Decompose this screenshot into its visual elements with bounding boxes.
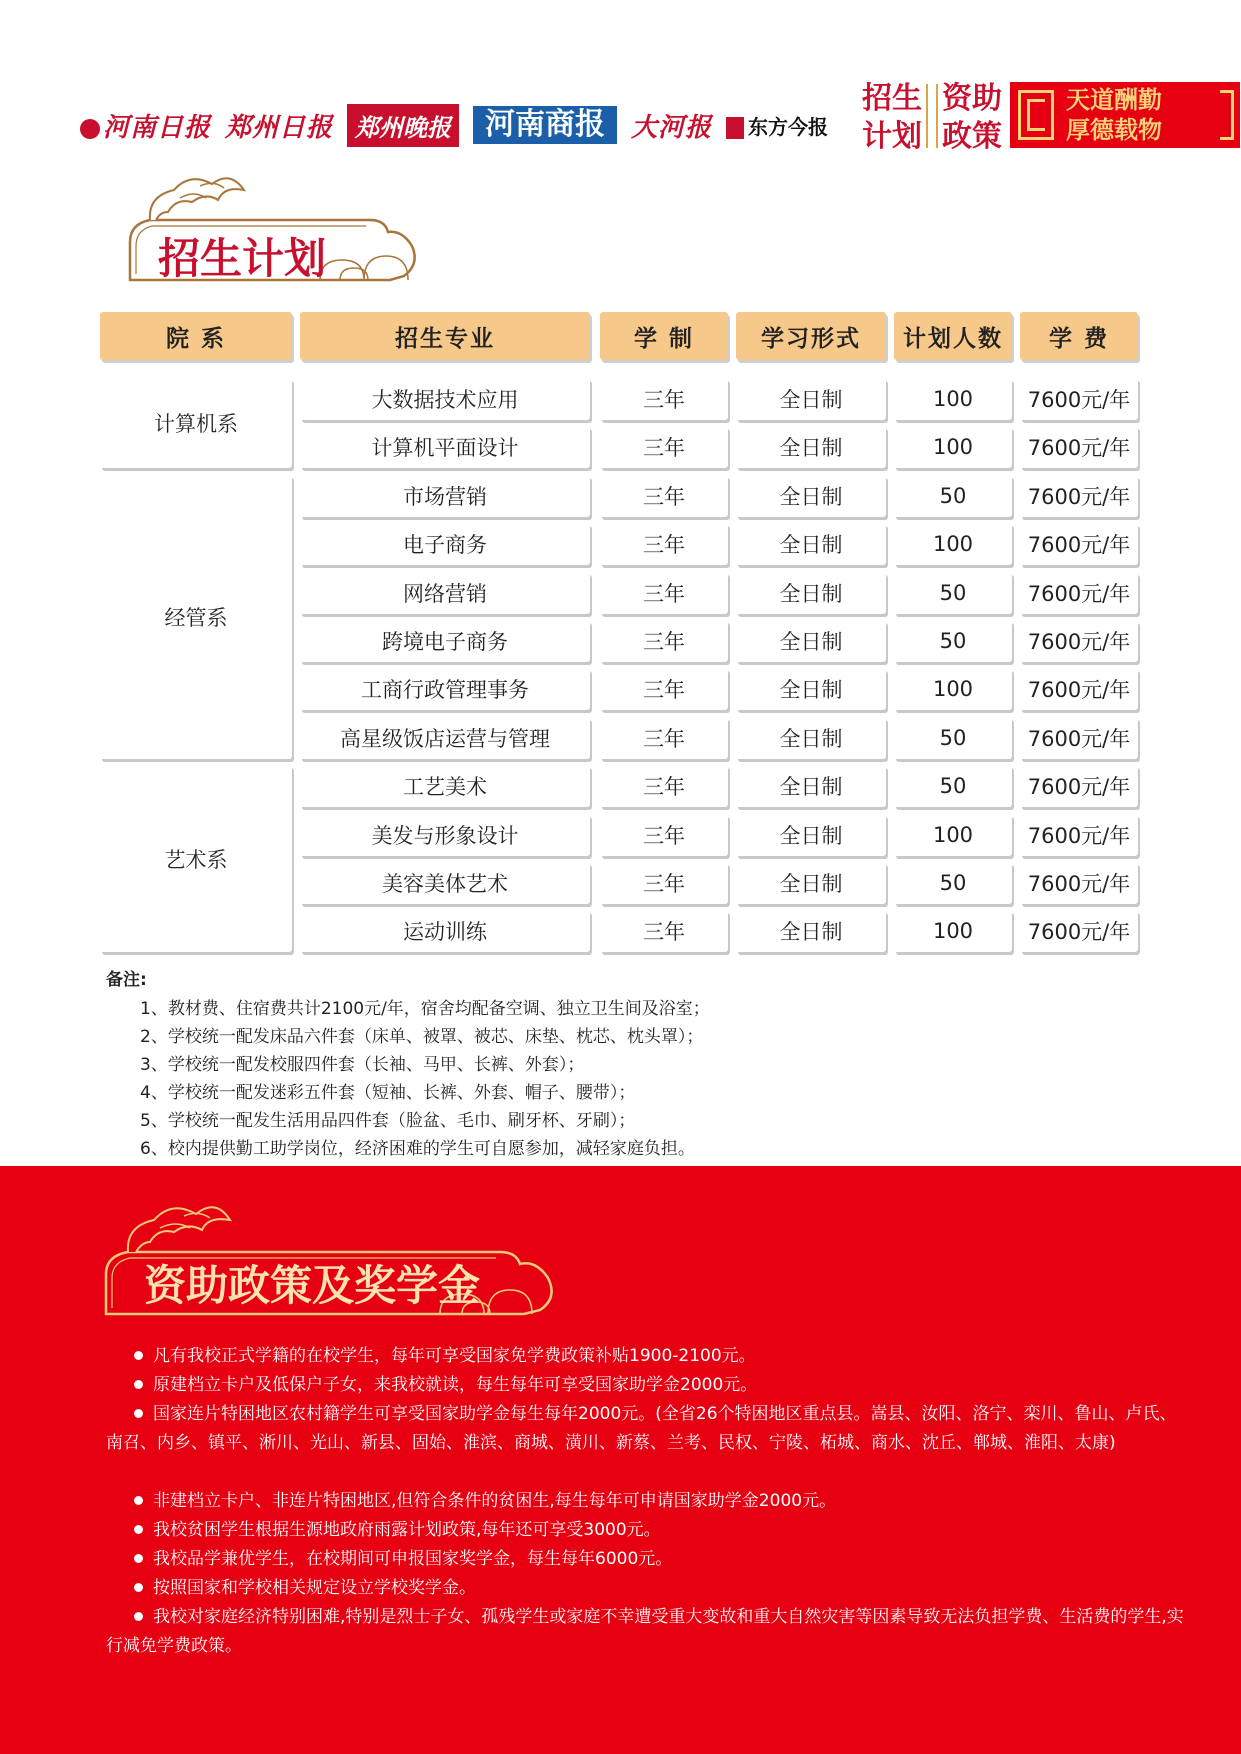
study-mode-cell: 全日制: [736, 814, 886, 856]
bullet-icon: [134, 1612, 143, 1621]
tuition-cell: 7600元/年: [1020, 862, 1138, 904]
header-separator: [926, 84, 938, 148]
plan-count-cell: 50: [894, 765, 1012, 807]
major-cell: 市场营销: [300, 475, 590, 517]
header-tag-line: 招生: [862, 81, 922, 116]
policy-item: [106, 1574, 1186, 1603]
major-cell: 跨境电子商务: [300, 620, 590, 662]
plan-count-cell: 100: [894, 814, 1012, 856]
section-title-enrollment: [120, 168, 420, 288]
policy-item: [106, 1371, 1186, 1400]
major-cell: 美发与形象设计: [300, 814, 590, 856]
duration-cell: 三年: [600, 717, 728, 759]
duration-cell: 三年: [600, 475, 728, 517]
logo-henan-business: 河南商报: [473, 106, 617, 144]
note-item: 6、校内提供勤工助学岗位，经济困难的学生可自愿参加，减轻家庭负担。: [140, 1139, 695, 1159]
slogan-line: 厚德载物: [1066, 115, 1162, 144]
table-row: [100, 426, 1146, 468]
note-item: 1、教材费、住宿费共计2100元/年，宿舍均配备空调、独立卫生间及浴室；: [140, 999, 710, 1019]
bullet-icon: [134, 1525, 143, 1534]
policy-text: 我校贫困学生根据生源地政府雨露计划政策,每年还可享受3000元。: [153, 1520, 661, 1540]
note-item: 5、学校统一配发生活用品四件套（脸盆、毛巾、刷牙杯、牙刷）；: [140, 1111, 636, 1131]
plan-count-cell: 50: [894, 475, 1012, 517]
note-item: 2、学校统一配发床品六件套（床单、被罩、被芯、床垫、枕芯、枕头罩）；: [140, 1027, 704, 1047]
duration-cell: 三年: [600, 910, 728, 952]
note-item: 4、学校统一配发迷彩五件套（短袖、长裤、外套、帽子、腰带）；: [140, 1083, 636, 1103]
study-mode-cell: 全日制: [736, 862, 886, 904]
plan-count-cell: 100: [894, 426, 1012, 468]
table-row: [100, 814, 1146, 856]
table-row: [100, 475, 1146, 517]
logo-emblem-icon: [80, 119, 100, 139]
slogan-line: 天道酬勤: [1066, 85, 1162, 114]
plan-count-cell: 100: [894, 668, 1012, 710]
policy-text: 原建档立卡户及低保户子女，来我校就读，每生每年可享受国家助学金2000元。: [153, 1375, 758, 1395]
section-title-aid: [100, 1198, 560, 1322]
bullet-icon: [134, 1351, 143, 1360]
major-cell: 工商行政管理事务: [300, 668, 590, 710]
fret-pattern-icon: [1018, 90, 1054, 140]
department-cell: 艺术系: [100, 765, 292, 952]
header-tag-line: 资助: [942, 81, 1002, 116]
policy-text: 国家连片特困地区农村籍学生可享受国家助学金每生每年2000元。(全省26个特困地区重点县。嵩县、汝阳、洛宁、栾川、鲁山、卢氏、南召、内乡、镇平、淅川、光山、新县、固始、淮滨、商城、潢川、新蔡、兰考、民权、宁陵、柘城、商水、沈丘、郸城、淮阳、太康): [106, 1404, 1177, 1453]
tuition-cell: 7600元/年: [1020, 426, 1138, 468]
policy-text: 按照国家和学校相关规定设立学校奖学金。: [153, 1578, 476, 1598]
table-row: [100, 910, 1146, 952]
plan-count-cell: 50: [894, 620, 1012, 662]
tuition-cell: 7600元/年: [1020, 572, 1138, 614]
header-duration: 学 制: [600, 312, 728, 360]
tuition-cell: 7600元/年: [1020, 475, 1138, 517]
policy-item: [106, 1545, 1186, 1574]
fret-pattern-icon: [1220, 90, 1234, 140]
duration-cell: 三年: [600, 572, 728, 614]
plan-count-cell: 50: [894, 862, 1012, 904]
policy-item: [106, 1400, 1186, 1458]
study-mode-cell: 全日制: [736, 523, 886, 565]
header-tag-aid: [942, 80, 1002, 156]
major-cell: 电子商务: [300, 523, 590, 565]
duration-cell: 三年: [600, 814, 728, 856]
table-row: [100, 523, 1146, 565]
table-row: [100, 620, 1146, 662]
department-cell: 经管系: [100, 475, 292, 759]
policy-item: [106, 1516, 1186, 1545]
section-title: 资助政策及奖学金: [144, 1261, 481, 1310]
study-mode-cell: 全日制: [736, 668, 886, 710]
header-tag-line: 政策: [942, 119, 1002, 154]
major-cell: 高星级饭店运营与管理: [300, 717, 590, 759]
major-cell: 网络营销: [300, 572, 590, 614]
logo-square-icon: [726, 117, 744, 139]
policy-item: [106, 1603, 1186, 1661]
major-cell: 计算机平面设计: [300, 426, 590, 468]
header-study-mode: 学习形式: [736, 312, 886, 360]
logo-dahe-daily: 大河报: [631, 112, 713, 143]
policy-text: 凡有我校正式学籍的在校学生，每年可享受国家免学费政策补贴1900-2100元。: [153, 1346, 756, 1366]
header-slogan: [1010, 82, 1240, 148]
table-row: [100, 862, 1146, 904]
table-row: [100, 378, 1146, 420]
logo-dongfang-today: 东方今报: [726, 111, 828, 140]
study-mode-cell: 全日制: [736, 717, 886, 759]
header-tag-enrollment: [862, 80, 922, 156]
table-header-row: [100, 312, 1146, 354]
logo-zhengzhou-evening: 郑州晚报: [347, 104, 459, 147]
tuition-cell: 7600元/年: [1020, 717, 1138, 759]
plan-count-cell: 100: [894, 523, 1012, 565]
header-tag-line: 计划: [862, 119, 922, 154]
duration-cell: 三年: [600, 765, 728, 807]
duration-cell: 三年: [600, 668, 728, 710]
partner-logos: [80, 104, 828, 146]
study-mode-cell: 全日制: [736, 765, 886, 807]
notes-title: 备注:: [106, 970, 147, 990]
bullet-icon: [134, 1583, 143, 1592]
duration-cell: 三年: [600, 378, 728, 420]
logo-henan-daily: 河南日报: [80, 107, 211, 144]
logo-zhengzhou-daily: 郑州日报: [225, 112, 334, 143]
study-mode-cell: 全日制: [736, 572, 886, 614]
table-row: [100, 668, 1146, 710]
plan-count-cell: 100: [894, 378, 1012, 420]
study-mode-cell: 全日制: [736, 426, 886, 468]
department-cell: 计算机系: [100, 378, 292, 468]
duration-cell: 三年: [600, 426, 728, 468]
tuition-cell: 7600元/年: [1020, 378, 1138, 420]
plan-count-cell: 50: [894, 717, 1012, 759]
plan-count-cell: 100: [894, 910, 1012, 952]
major-cell: 运动训练: [300, 910, 590, 952]
duration-cell: 三年: [600, 620, 728, 662]
duration-cell: 三年: [600, 862, 728, 904]
section-title: 招生计划: [158, 234, 327, 283]
policy-text: 非建档立卡户、非连片特困地区,但符合条件的贫困生,每生每年可申请国家助学金2000元。: [153, 1491, 837, 1511]
header-plan-count: 计划人数: [894, 312, 1012, 360]
header-major: 招生专业: [300, 312, 590, 360]
policy-text: 我校品学兼优学生，在校期间可申报国家奖学金，每生每年6000元。: [153, 1549, 673, 1569]
tuition-cell: 7600元/年: [1020, 765, 1138, 807]
major-cell: 工艺美术: [300, 765, 590, 807]
major-cell: 大数据技术应用: [300, 378, 590, 420]
header-tuition: 学 费: [1020, 312, 1138, 360]
bullet-icon: [134, 1409, 143, 1418]
table-row: [100, 765, 1146, 807]
policy-text: 我校对家庭经济特别困难,特别是烈士子女、孤残学生或家庭不幸遭受重大变故和重大自然灾害等因素导致无法负担学费、生活费的学生,实行减免学费政策。: [106, 1607, 1184, 1656]
tuition-cell: 7600元/年: [1020, 523, 1138, 565]
tuition-cell: 7600元/年: [1020, 620, 1138, 662]
tuition-cell: 7600元/年: [1020, 814, 1138, 856]
study-mode-cell: 全日制: [736, 910, 886, 952]
note-item: 3、学校统一配发校服四件套（长袖、马甲、长裤、外套）；: [140, 1055, 585, 1075]
study-mode-cell: 全日制: [736, 475, 886, 517]
table-row: [100, 717, 1146, 759]
policy-item: [106, 1487, 1186, 1516]
study-mode-cell: 全日制: [736, 620, 886, 662]
study-mode-cell: 全日制: [736, 378, 886, 420]
major-cell: 美容美体艺术: [300, 862, 590, 904]
bullet-icon: [134, 1554, 143, 1563]
bullet-icon: [134, 1496, 143, 1505]
plan-count-cell: 50: [894, 572, 1012, 614]
table-row: [100, 572, 1146, 614]
bullet-icon: [134, 1380, 143, 1389]
tuition-cell: 7600元/年: [1020, 910, 1138, 952]
duration-cell: 三年: [600, 523, 728, 565]
policy-item: [106, 1342, 1186, 1371]
header-department: 院 系: [100, 312, 292, 360]
tuition-cell: 7600元/年: [1020, 668, 1138, 710]
